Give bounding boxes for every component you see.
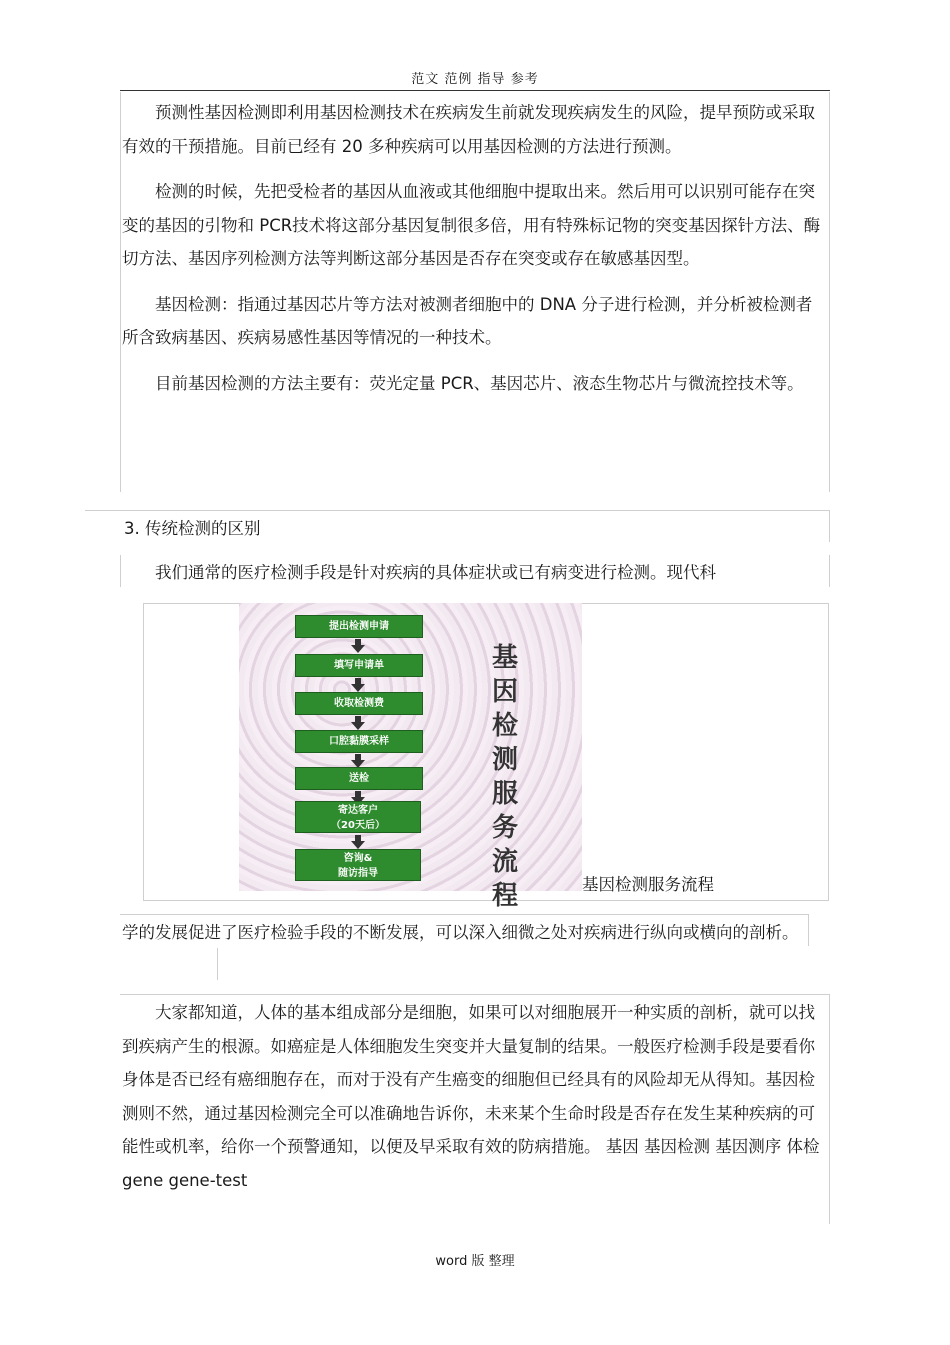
heading-box-right	[829, 510, 830, 542]
top-text-block	[122, 96, 826, 400]
flow-step: 口腔黏膜采样	[295, 730, 423, 753]
arrow-down-icon	[351, 678, 365, 692]
flow-step: 寄达客户 （20天后）	[295, 801, 421, 833]
paragraph: 基因检测：指通过基因芯片等方法对被测者细胞中的 DNA 分子进行检测，并分析被检测者所含致病基因、疾病易感性基因等情况的一种技术。	[122, 294, 813, 347]
continued-block	[122, 916, 806, 950]
paragraph: 预测性基因检测即利用基因检测技术在疾病发生前就发现疾病发生的风险，提早预防或采取有效的干预措施。目前已经有 20 多种疾病可以用基因检测的方法进行预测。	[122, 103, 815, 156]
paragraph: 目前基因检测的方法主要有：荧光定量 PCR、基因芯片、液态生物芯片与微流控技术等。	[155, 373, 804, 393]
arrow-down-icon	[351, 639, 365, 653]
header-rule	[120, 90, 830, 91]
box-right-border	[829, 92, 830, 492]
page-header: 范文 范例 指导 参考	[411, 72, 539, 87]
flowchart-title: 基因检测服务流程	[491, 643, 518, 911]
lead-box-left	[120, 555, 121, 587]
heading-box-top	[85, 510, 830, 511]
flow-step: 收取检测费	[295, 692, 423, 715]
flowchart-image	[239, 603, 582, 911]
section-heading: 3. 传统检测的区别	[124, 519, 261, 538]
box-left-border	[120, 92, 121, 492]
bottom-box-top	[120, 994, 830, 995]
bottom-box-right	[829, 994, 830, 1224]
paragraph: 学的发展促进了医疗检验手段的不断发展，可以深入细微之处对疾病进行纵向或横向的剖析。	[122, 923, 799, 942]
lead-box-right	[829, 555, 830, 587]
flow-step: 填写申请单	[295, 654, 423, 677]
flow-step: 咨询& 随访指导	[295, 849, 421, 881]
figure-caption: 基因检测服务流程	[582, 875, 714, 894]
lead-line	[122, 556, 826, 590]
continued-box-right-2	[217, 948, 218, 980]
paragraph: 大家都知道，人体的基本组成部分是细胞，如果可以对细胞展开一种实质的剖析，就可以找到疾病产生的根源。如癌症是人体细胞发生突变并大量复制的结果。一般医疗检测手段是要看你身体是否已经有癌细胞存在，而对于没有产生癌变的细胞但已经具有的风险却无从得知。基因检测则不然，通过基因检测完全可以准确地告诉你，未来某个生命时段是否存在发生某种疾病的可能性或机率，给你一个预警通知，以便及早采取有效的防病措施。 基因 基因检测 基因测序 体检 gene gene-test	[122, 1003, 820, 1190]
paragraph: 我们通常的医疗检测手段是针对疾病的具体症状或已有病变进行检测。现代科	[155, 563, 716, 582]
page-footer: word 版 整理	[435, 1254, 515, 1269]
arrow-down-icon	[351, 716, 365, 730]
bottom-text-block	[122, 996, 826, 1197]
flow-step: 提出检测申请	[295, 615, 423, 638]
paragraph: 检测的时候，先把受检者的基因从血液或其他细胞中提取出来。然后用可以识别可能存在突变的基因的引物和 PCR技术将这部分基因复制很多倍，用有特殊标记物的突变基因探针方法、酶切方法、基因序列检测方法等判断这部分基因是否存在突变或存在敏感基因型。	[122, 182, 821, 268]
arrow-down-icon	[351, 754, 365, 768]
flow-step: 送检	[295, 767, 423, 790]
continued-box-right	[808, 914, 809, 946]
arrow-down-icon	[351, 835, 365, 849]
continued-box-top	[120, 914, 808, 915]
